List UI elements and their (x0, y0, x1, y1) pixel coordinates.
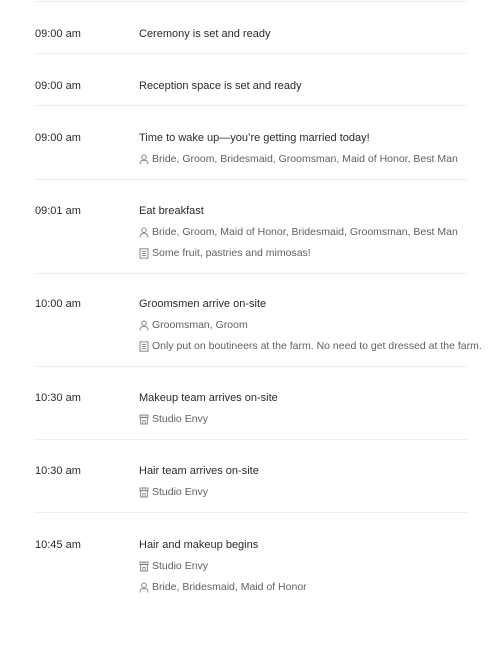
timeline-event[interactable] (35, 26, 467, 54)
timeline-event[interactable] (35, 78, 467, 106)
note-icon (139, 341, 149, 352)
event-content (139, 296, 482, 354)
timeline-event[interactable] (35, 463, 467, 513)
event-time: 10:00 am (35, 298, 81, 310)
event-attendees (139, 317, 467, 333)
timeline-event[interactable] (35, 130, 467, 180)
event-attendees (139, 224, 467, 240)
note-text: Only put on boutineers at the farm. No need to get dressed at the farm. (152, 340, 482, 352)
event-content (139, 390, 467, 427)
event-content (139, 537, 467, 595)
event-vendor (139, 558, 467, 574)
timeline-event[interactable] (35, 296, 482, 367)
event-title: Makeup team arrives on-site (139, 392, 278, 404)
timeline-event[interactable] (35, 537, 467, 607)
vendor-icon (139, 561, 149, 572)
timeline-event[interactable] (35, 390, 467, 440)
event-title: Hair and makeup begins (139, 539, 259, 551)
attendees-text: Bride, Groom, Bridesmaid, Groomsman, Maid of Honor, Best Man (152, 153, 458, 165)
note-icon (139, 248, 149, 259)
divider (35, 1, 467, 2)
timeline-event[interactable] (35, 203, 467, 274)
attendees-text: Bride, Groom, Maid of Honor, Bridesmaid, Groomsman, Best Man (152, 226, 458, 238)
event-content (139, 26, 467, 42)
person-icon (139, 320, 149, 331)
event-title: Reception space is set and ready (139, 80, 302, 92)
event-attendees (139, 579, 467, 595)
event-vendor (139, 411, 467, 427)
event-title: Eat breakfast (139, 205, 204, 217)
vendor-icon (139, 414, 149, 425)
vendor-text: Studio Envy (152, 413, 209, 425)
event-content (139, 78, 467, 94)
event-title: Groomsmen arrive on-site (139, 298, 267, 310)
event-title: Ceremony is set and ready (139, 28, 271, 40)
event-note (139, 338, 482, 354)
vendor-text: Studio Envy (152, 486, 209, 498)
event-time: 09:00 am (35, 132, 81, 144)
event-vendor (139, 484, 467, 500)
event-content (139, 130, 467, 167)
event-time: 09:00 am (35, 28, 81, 40)
event-content (139, 463, 467, 500)
person-icon (139, 227, 149, 238)
event-time: 09:00 am (35, 80, 81, 92)
vendor-icon (139, 487, 149, 498)
event-title: Hair team arrives on-site (139, 465, 259, 477)
vendor-text: Studio Envy (152, 560, 209, 572)
event-time: 10:45 am (35, 539, 81, 551)
attendees-text: Groomsman, Groom (152, 319, 248, 331)
person-icon (139, 154, 149, 165)
note-text: Some fruit, pastries and mimosas! (152, 247, 311, 259)
event-time: 10:30 am (35, 392, 81, 404)
event-time: 10:30 am (35, 465, 81, 477)
event-content (139, 203, 467, 261)
event-time: 09:01 am (35, 205, 81, 217)
attendees-text: Bride, Bridesmaid, Maid of Honor (152, 581, 307, 593)
event-attendees (139, 151, 467, 167)
event-note (139, 245, 467, 261)
person-icon (139, 582, 149, 593)
event-title: Time to wake up—you’re getting married today! (139, 132, 370, 144)
